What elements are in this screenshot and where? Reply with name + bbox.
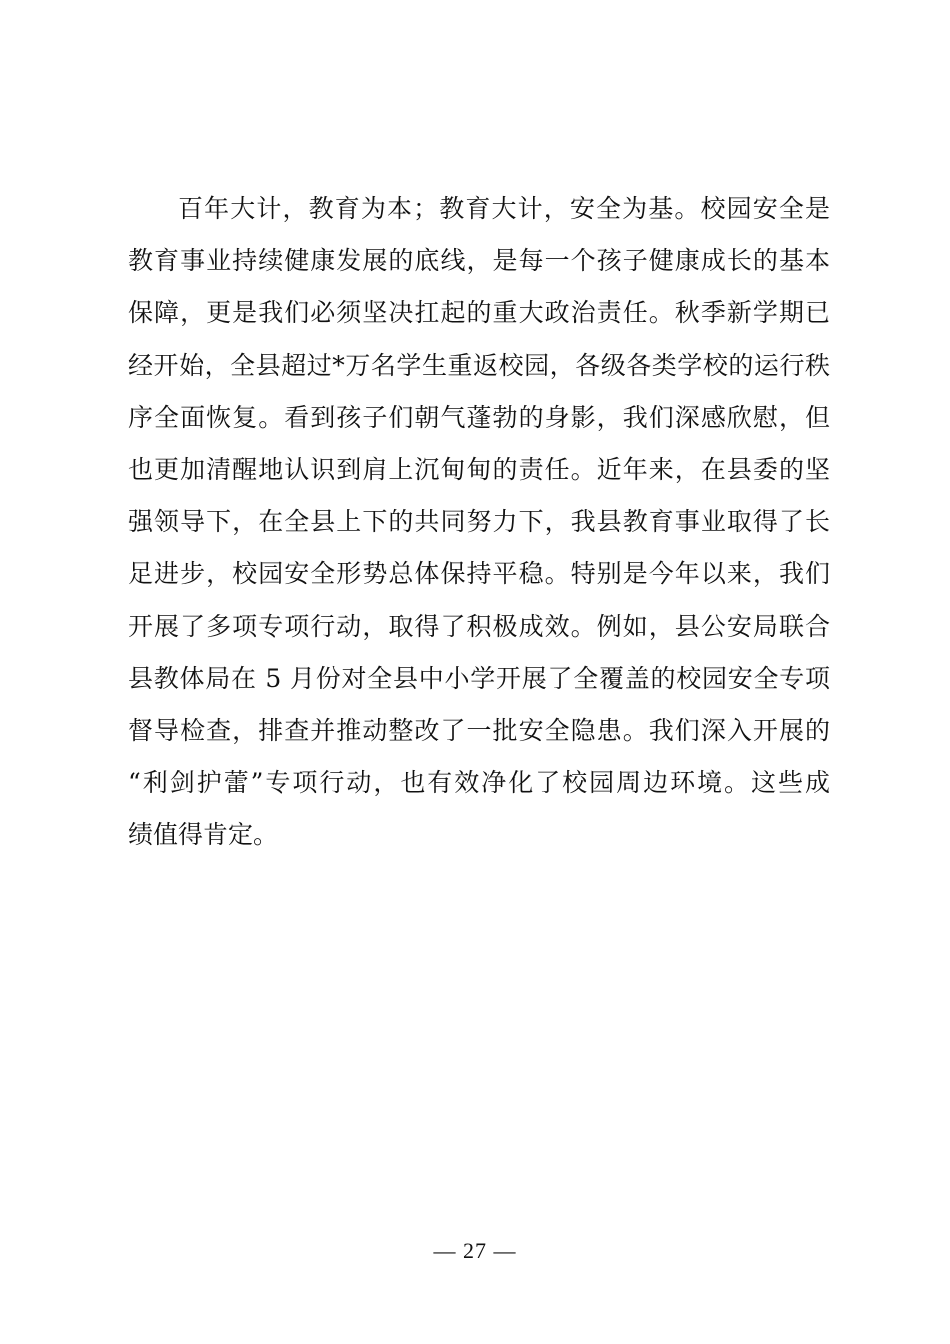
paragraph-line: 经开始，全县超过*万名学生重返校园，各级各类学校的运行秩 — [128, 350, 830, 380]
paragraph-line: 序全面恢复。看到孩子们朝气蓬勃的身影，我们深感欣慰，但 — [128, 402, 830, 432]
paragraph-line: 开展了多项专项行动，取得了积极成效。例如，县公安局联合 — [128, 611, 830, 641]
paragraph-line: 百年大计，教育为本；教育大计，安全为基。校园安全是 — [178, 194, 830, 223]
paragraph-line: 强领导下，在全县上下的共同努力下，我县教育事业取得了长 — [128, 507, 830, 537]
paragraph-line: 绩值得肯定。 — [128, 820, 279, 850]
paragraph-line: “利剑护蕾”专项行动，也有效净化了校园周边环境。这些成 — [128, 768, 830, 798]
paragraph-line: 教育事业持续健康发展的底线，是每一个孩子健康成长的基本 — [128, 246, 830, 276]
paragraph-line: 督导检查，排查并推动整改了一批安全隐患。我们深入开展的 — [128, 715, 830, 745]
body-paragraph — [128, 183, 830, 861]
paragraph-line: 足进步，校园安全形势总体保持平稳。特别是今年以来，我们 — [128, 559, 830, 589]
paragraph-line: 保障，更是我们必须坚决扛起的重大政治责任。秋季新学期已 — [128, 298, 830, 328]
paragraph-line: 也更加清醒地认识到肩上沉甸甸的责任。近年来，在县委的坚 — [128, 454, 830, 484]
page-number: — 27 — — [433, 1238, 517, 1263]
paragraph-line: 县教体局在 5 月份对全县中小学开展了全覆盖的校园安全专项 — [128, 663, 830, 693]
